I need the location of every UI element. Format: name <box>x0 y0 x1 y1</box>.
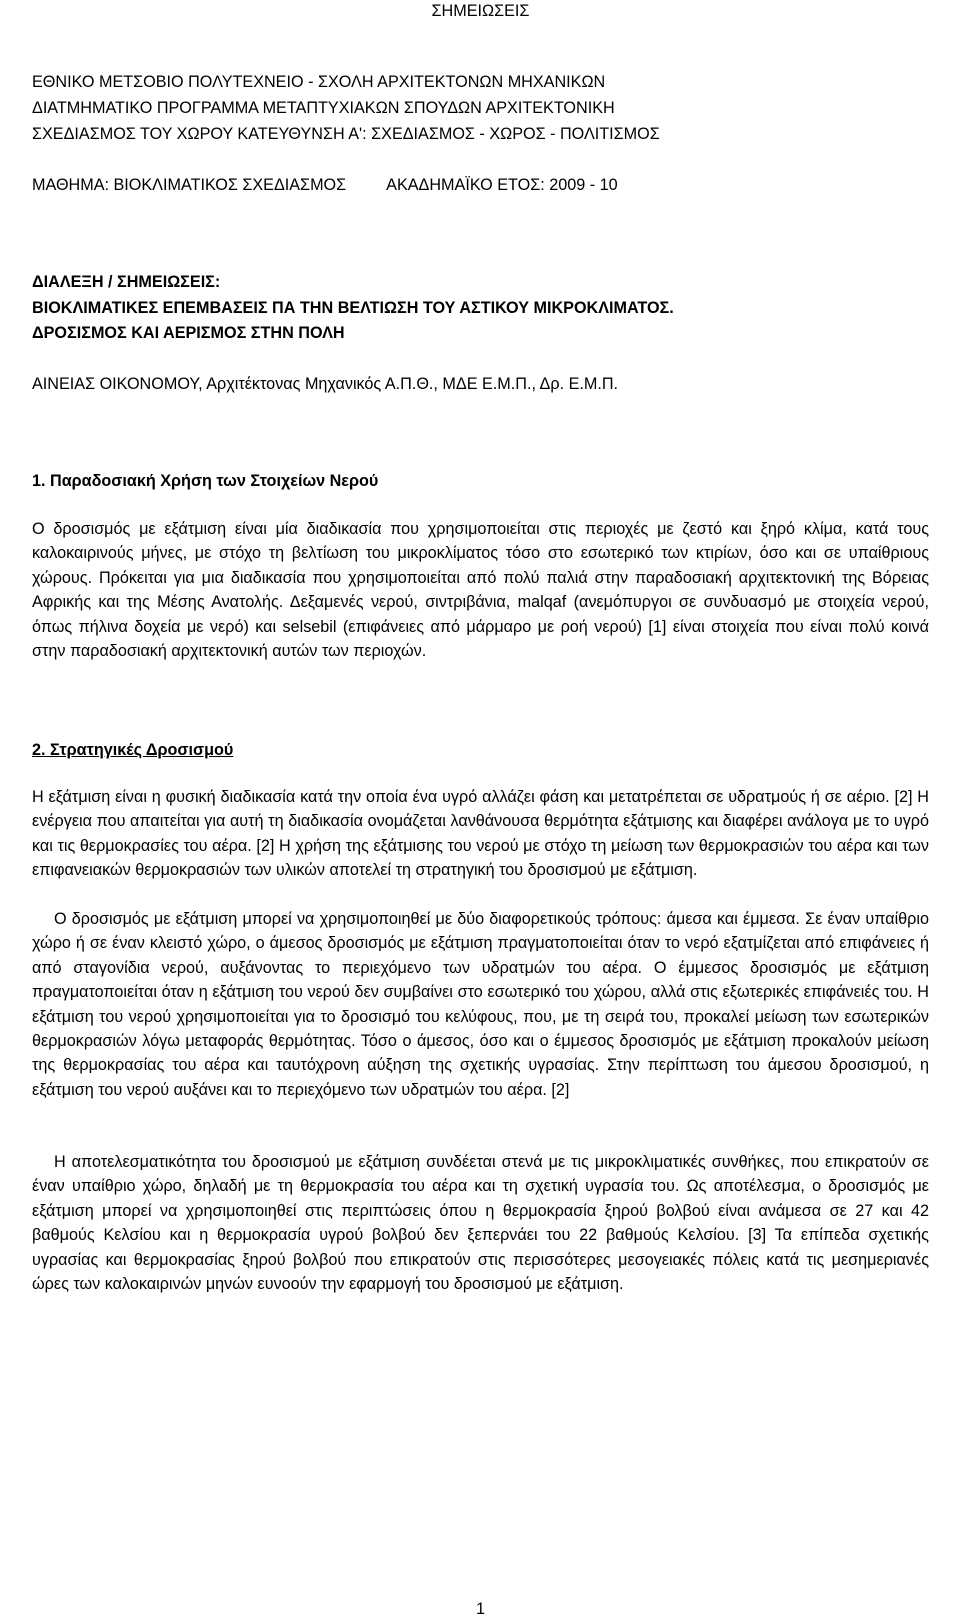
academic-year: ΑΚΑΔΗΜΑΪΚΟ ΕΤΟΣ: 2009 - 10 <box>386 176 618 194</box>
lecture-label: ΔΙΑΛΕΞΗ / ΣΗΜΕΙΩΣΕΙΣ: <box>32 273 221 291</box>
page-number: 1 <box>475 1600 485 1618</box>
section-2-paragraph-3: Η αποτελεσματικότητα του δροσισμού με εξάτμιση συνδέεται στενά με τις μικροκλιματικές συνθήκες, που επικρατούν σε έναν υπαίθριο χώρο, δηλαδή με τη θερμοκρασία του αέρα και τη σχετική υγρασία του. Ως αποτέλεσμα, ο δροσισμός με εξάτμιση μπορεί να χρησιμοποιηθεί στις περιπτώσεις όπου η θερμοκρασία ξηρού βολβού είναι ανάμεσα σε 27 και 42 βαθμούς Κελσίου και η θερμοκρασία υγρού βολβού δεν ξεπερνάει του 22 βαθμούς Κελσίου. [3] Τα επίπεδα σχετικής υγρασίας και θερμοκρασίας ξηρού βολβού που επικρατούν στις περισσότερες μεσογειακές πόλεις κατά τις μεσημεριανές ώρες των καλοκαιρινών μηνών ευνοούν την εφαρμογή του δροσισμού με εξάτμιση. <box>32 1153 929 1294</box>
institution-line-1: ΕΘΝΙΚΟ ΜΕΤΣΟΒΙΟ ΠΟΛΥΤΕΧΝΕΙΟ - ΣΧΟΛΗ ΑΡΧΙΤΕΚΤΟΝΩΝ ΜΗΧΑΝΙΚΩΝ <box>32 73 606 91</box>
lecture-title-line-2: ΔΡΟΣΙΣΜΟΣ ΚΑΙ ΑΕΡΙΣΜΟΣ ΣΤΗΝ ΠΟΛΗ <box>32 324 345 342</box>
section-1-heading: 1. Παραδοσιακή Χρήση των Στοιχείων Νερού <box>32 472 379 490</box>
section-2-paragraph-2: Ο δροσισμός με εξάτμιση μπορεί να χρησιμοποιηθεί με δύο διαφορετικούς τρόπους: άμεσα και έμμεσα. Σε έναν υπαίθριο χώρο ή σε έναν κλειστό χώρο, ο άμεσος δροσισμός με εξάτμιση πραγματοποιείται όταν το νερό εξατμίζεται από επιφάνειες ή από σταγονίδια νερού, αυξάνοντας το περιεχόμενο των υδρατμών του αέρα. Ο έμμεσος δροσισμός με εξάτμιση πραγματοποιείται όταν η εξάτμιση του νερού δεν συμβαίνει στο εσωτερικό του χώρου, αλλά στις εξωτερικές επιφάνειές του. Η εξάτμιση του νερού χρησιμοποιείται για το δροσισμό του κελύφους, που, με τη σειρά του, προκαλεί μείωση των εσωτερικών θερμοκρασιών λόγω μεταφοράς θερμότητας. Τόσο ο άμεσος, όσο και ο έμμεσος δροσισμός με εξάτμιση προκαλούν μείωση της θερμοκρασίας του αέρα και ταυτόχρονη αύξηση της σχετικής υγρασίας. Στην περίπτωση του άμεσου δροσισμού, η εξάτμιση του νερού αυξάνει και το περιεχόμενο των υδρατμών του αέρα. [2] <box>32 910 929 1099</box>
course-line <box>32 173 618 197</box>
document-page <box>32 0 929 1623</box>
section-2-paragraph-1: Η εξάτμιση είναι η φυσική διαδικασία κατά την οποία ένα υγρό αλλάζει φάση και μετατρέπεται σε υδρατμούς ή σε αέριο. [2] Η ενέργεια που απαιτείται για αυτή τη διαδικασία ονομάζεται λανθάνουσα θερμότητα εξάτμισης και διαφέρει ανάλογα με το υγρό και τις θερμοκρασίες του αέρα. [2] Η χρήση της εξάτμισης του νερού με στόχο τη μείωση των θερμοκρασιών του αέρα και των επιφανειακών θερμοκρασιών των υλικών αποτελεί τη στρατηγική του δροσισμού με εξάτμιση. <box>32 788 929 880</box>
course-title: ΜΑΘΗΜΑ: ΒΙΟΚΛΙΜΑΤΙΚΟΣ ΣΧΕΔΙΑΣΜΟΣ <box>32 176 347 194</box>
institution-line-3: ΣΧΕΔΙΑΣΜΟΣ ΤΟΥ ΧΩΡΟΥ ΚΑΤΕΥΘΥΝΣΗ Α': ΣΧΕΔΙΑΣΜΟΣ - ΧΩΡΟΣ - ΠΟΛΙΤΙΣΜΟΣ <box>32 125 660 143</box>
running-header: ΣΗΜΕΙΩΣΕΙΣ <box>431 2 530 20</box>
lecture-title-line-1: ΒΙΟΚΛΙΜΑΤΙΚΕΣ ΕΠΕΜΒΑΣΕΙΣ ΠΑ ΤΗΝ ΒΕΛΤΙΩΣΗ ΤΟΥ ΑΣΤΙΚΟΥ ΜΙΚΡΟΚΛΙΜΑΤΟΣ. <box>32 299 674 317</box>
institution-line-2: ΔΙΑΤΜΗΜΑΤΙΚΟ ΠΡΟΓΡΑΜΜΑ ΜΕΤΑΠΤΥΧΙΑΚΩΝ ΣΠΟΥΔΩΝ ΑΡΧΙΤΕΚΤΟΝΙΚΗ <box>32 99 615 117</box>
author-line: ΑΙΝΕΙΑΣ ΟΙΚΟΝΟΜΟΥ, Αρχιτέκτονας Μηχανικός Α.Π.Θ., ΜΔΕ Ε.Μ.Π., Δρ. Ε.Μ.Π. <box>32 375 619 393</box>
section-1-paragraph: Ο δροσισμός με εξάτμιση είναι μία διαδικασία που χρησιμοποιείται στις περιοχές με ζεστό και ξηρό κλίμα, κατά τους καλοκαιρινούς μήνες, με στόχο τη βελτίωση του μικροκλίματος τόσο στο εσωτερικό των κτιρίων, όσο και σε υπαίθριους χώρους. Πρόκειται για μια διαδικασία που χρησιμοποιείται από πολύ παλιά στην παραδοσιακή αρχιτεκτονική της Βόρειας Αφρικής και της Μέσης Ανατολής. Δεξαμενές νερού, σιντριβάνια, malqaf (ανεμόπυργοι σε συνδυασμό με στοιχεία νερού, όπως πήλινα δοχεία με νερό) και selsebil (επιφάνειες από μάρμαρο με ροή νερού) [1] είναι στοιχεία που είναι πολύ κοινά στην παραδοσιακή αρχιτεκτονική αυτών των περιοχών. <box>32 520 929 661</box>
section-2-heading: 2. Στρατηγικές Δροσισμού <box>32 741 234 759</box>
